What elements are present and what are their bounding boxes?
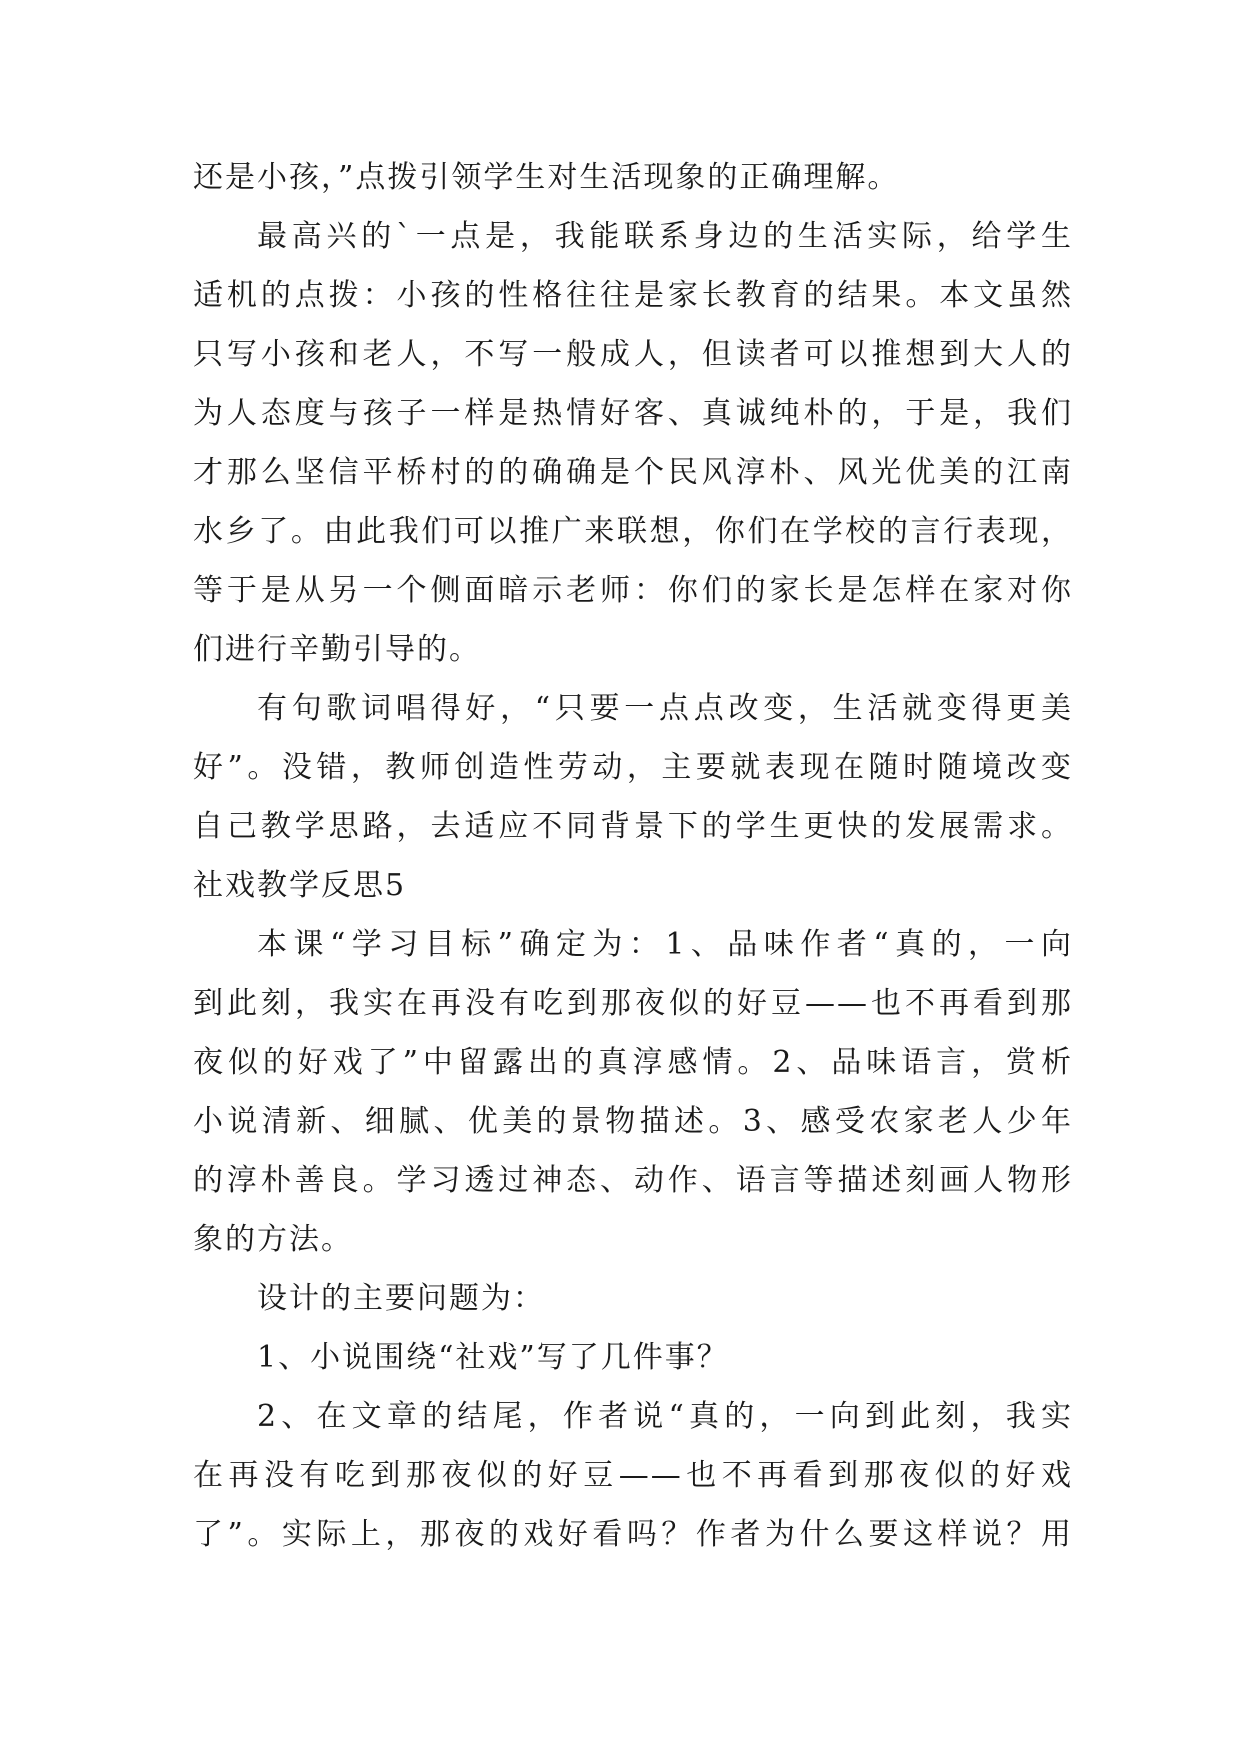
text-line: 在再没有吃到那夜似的好豆——也不再看到那夜似的好戏 — [193, 1458, 1073, 1493]
text-line: 设计的主要问题为： — [257, 1281, 545, 1316]
text-line: 自己教学思路，去适应不同背景下的学生更快的发展需求。 — [193, 809, 1073, 844]
text-line: 为人态度与孩子一样是热情好客、真诚纯朴的，于是，我们 — [193, 396, 1073, 431]
text-line: 2、在文章的结尾，作者说“真的，一向到此刻，我实 — [257, 1399, 1073, 1434]
text-line: 好”。没错，教师创造性劳动，主要就表现在随时随境改变 — [193, 750, 1073, 785]
text-line: 还是小孩，”点拨引领学生对生活现象的正确理解。 — [193, 160, 900, 195]
text-line: 了”。实际上，那夜的戏好看吗？作者为什么要这样说？用 — [193, 1517, 1073, 1552]
text-line: 才那么坚信平桥村的的确确是个民风淳朴、风光优美的江南 — [193, 455, 1073, 490]
text-line: 小说清新、细腻、优美的景物描述。3、感受农家老人少年 — [193, 1104, 1073, 1139]
text-line: 有句歌词唱得好，“只要一点点改变，生活就变得更美 — [257, 691, 1073, 726]
text-line: 等于是从另一个侧面暗示老师：你们的家长是怎样在家对你 — [193, 573, 1073, 608]
text-line: 们进行辛勤引导的。 — [193, 632, 481, 667]
document-body — [193, 158, 1073, 1574]
text-line: 1、小说围绕“社戏”写了几件事？ — [257, 1340, 729, 1375]
text-line: 本课“学习目标”确定为：1、品味作者“真的，一向 — [257, 927, 1073, 962]
text-line: 象的方法。 — [193, 1222, 353, 1257]
text-line: 适机的点拨：小孩的性格往往是家长教育的结果。本文虽然 — [193, 278, 1073, 313]
text-line: 只写小孩和老人，不写一般成人，但读者可以推想到大人的 — [193, 337, 1073, 372]
text-line: 水乡了。由此我们可以推广来联想，你们在学校的言行表现， — [193, 514, 1073, 549]
text-line: 到此刻，我实在再没有吃到那夜似的好豆——也不再看到那 — [193, 986, 1073, 1021]
text-line: 的淳朴善良。学习透过神态、动作、语言等描述刻画人物形 — [193, 1163, 1073, 1198]
text-line: 最高兴的`一点是，我能联系身边的生活实际，给学生 — [257, 219, 1073, 254]
text-line: 夜似的好戏了”中留露出的真淳感情。2、品味语言，赏析 — [193, 1045, 1073, 1080]
section-heading: 社戏教学反思5 — [193, 868, 407, 903]
